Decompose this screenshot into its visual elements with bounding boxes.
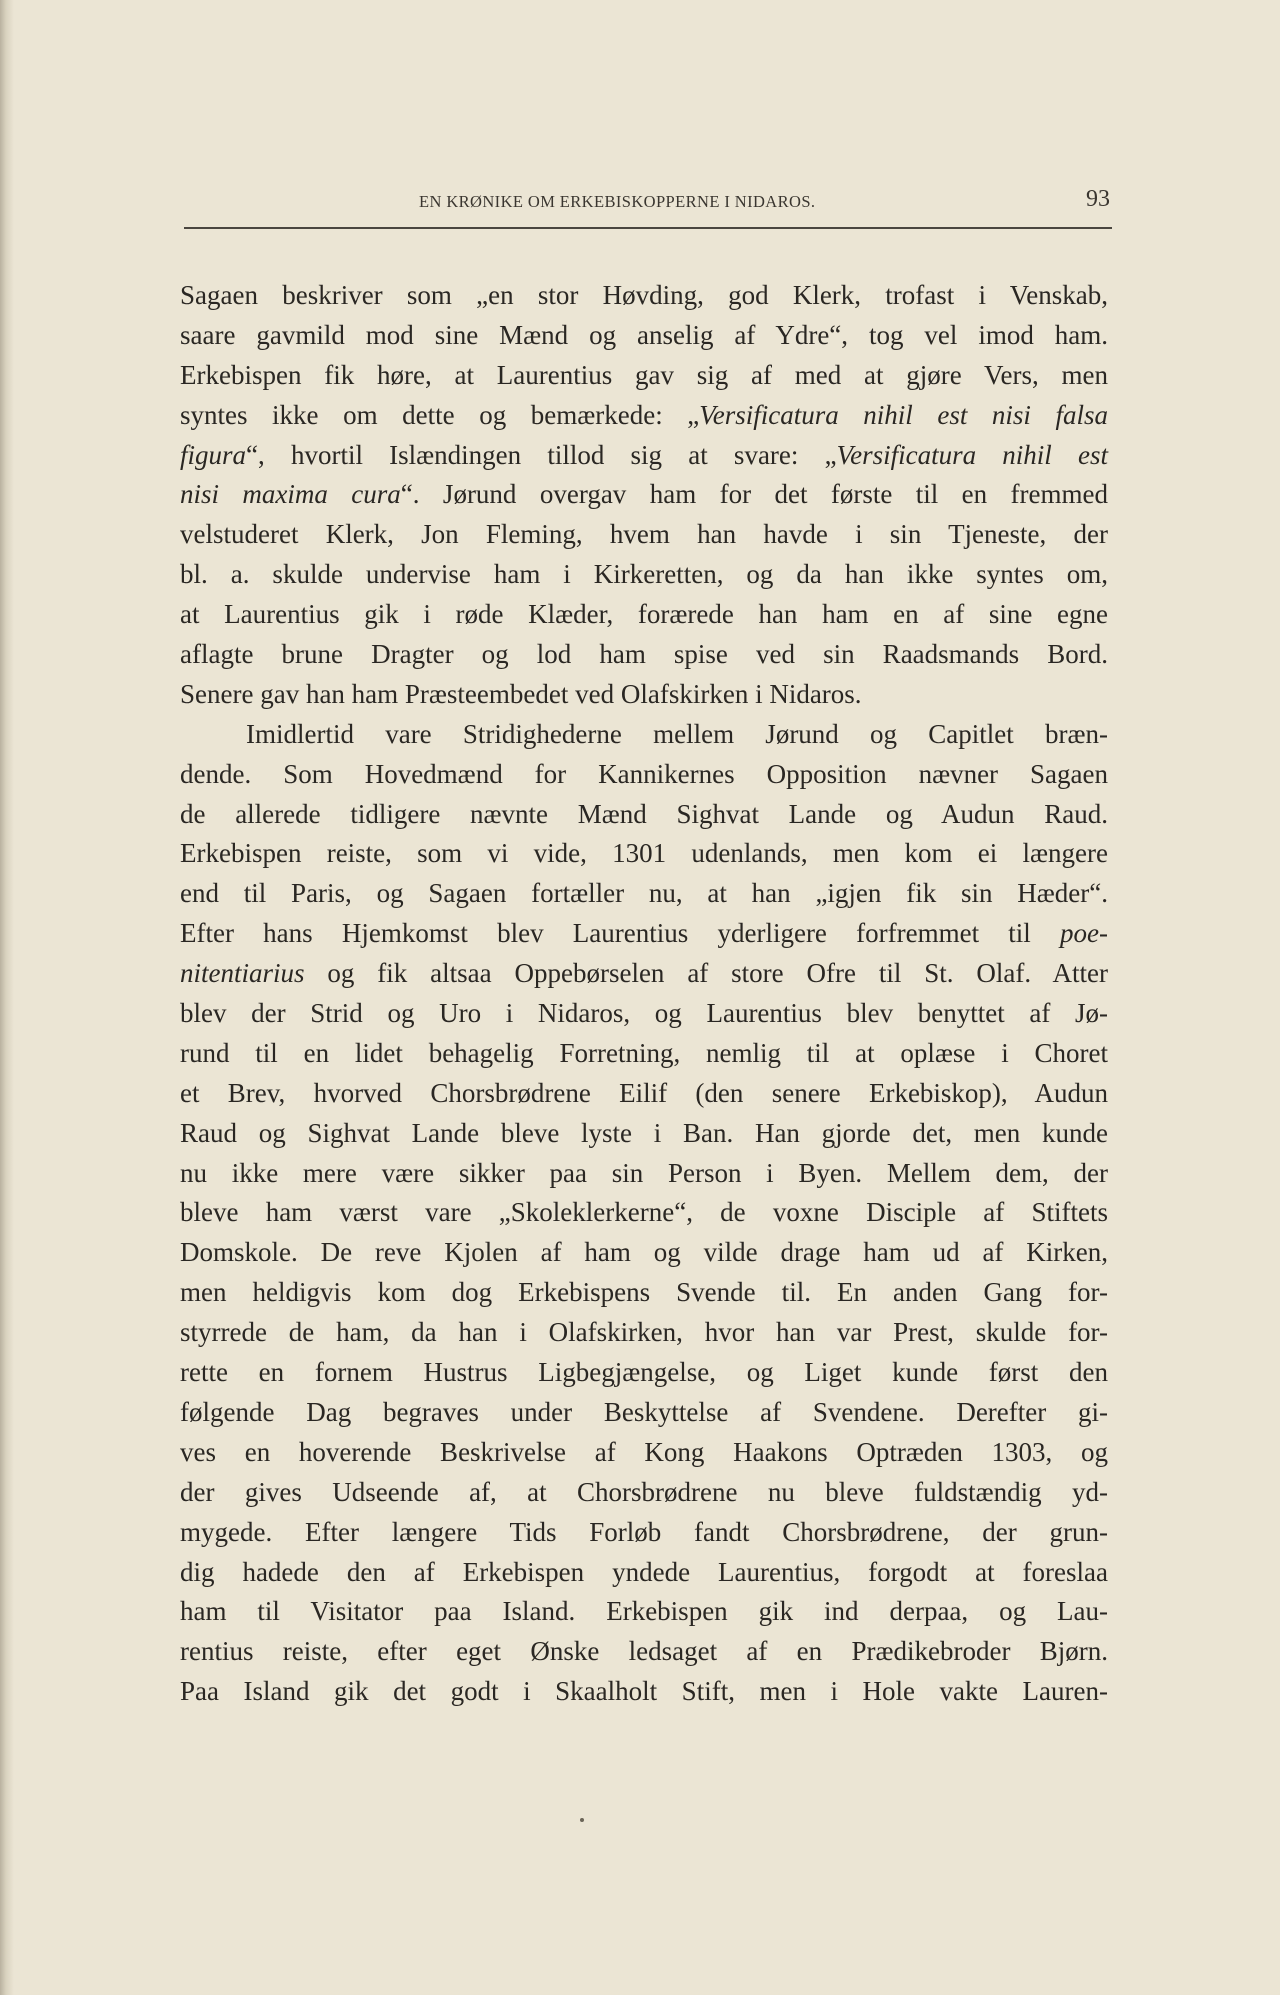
text-line: følgende Dag begraves under Beskyttelse af Svendene. Derefter gi-	[180, 1396, 1108, 1427]
text-line: Raud og Sighvat Lande bleve lyste i Ban. Han gjorde det, men kunde	[180, 1117, 1108, 1148]
text-line: Paa Island gik det godt i Skaalholt Stift, men i Hole vakte Lauren-	[180, 1676, 1108, 1707]
latin-quote: Versificatura nihil est	[836, 439, 1108, 470]
text-line: der gives Udseende af, at Chorsbrødrene nu bleve fuldstændig yd-	[180, 1476, 1108, 1507]
text-line: bleve ham værst vare „Skoleklerkerne“, de voxne Disciple af Stiftets	[180, 1197, 1108, 1228]
text-line: end til Paris, og Sagaen fortæller nu, at han „igjen fik sin Hæder“.	[180, 878, 1108, 909]
text-line: rund til en lidet behagelig Forretning, nemlig til at oplæse i Choret	[180, 1037, 1108, 1068]
running-head: EN KRØNIKE OM ERKEBISKOPPERNE I NIDAROS.	[419, 192, 816, 211]
latin-quote: figura	[180, 439, 247, 470]
text-line: figura“, hvortil Islændingen tillod sig at svare: „Versificatura nihil est	[180, 439, 1108, 470]
text-line: syntes ikke om dette og bemærkede: „Versificatura nihil est nisi falsa	[180, 399, 1108, 430]
text-line: Domskole. De reve Kjolen af ham og vilde drage ham ud af Kirken,	[180, 1237, 1108, 1268]
text-line: Sagaen beskriver som „en stor Høvding, god Klerk, trofast i Venskab,	[180, 280, 1108, 310]
text-line: Erkebispen fik høre, at Laurentius gav sig af med at gjøre Vers, men	[180, 359, 1108, 390]
binding-edge	[0, 0, 14, 1995]
paragraph-start-line: Imidlertid vare Stridighederne mellem Jørund og Capitlet bræn-	[246, 718, 1108, 749]
text-line: nisi maxima cura“. Jørund overgav ham for det første til en fremmed	[180, 479, 1109, 510]
text-line: bl. a. skulde undervise ham i Kirkeretten, og da han ikke syntes om,	[180, 559, 1108, 590]
text-line: saare gavmild mod sine Mænd og anselig af Ydre“, tog vel imod ham.	[180, 319, 1108, 350]
text-line: nitentiarius og fik altsaa Oppebørselen af store Ofre til St. Olaf. Atter	[180, 958, 1108, 989]
text-line: at Laurentius gik i røde Klæder, forærede han ham en af sine egne	[180, 599, 1108, 630]
latin-quote: nisi maxima cura	[180, 479, 401, 510]
text-line: dig hadede den af Erkebispen yndede Laurentius, forgodt at foreslaa	[180, 1556, 1108, 1587]
page-header	[184, 186, 1112, 230]
paper-speck	[580, 1818, 584, 1822]
text-line: Senere gav han ham Præsteembedet ved Olafskirken i Nidaros.	[180, 678, 862, 709]
text-line: blev der Strid og Uro i Nidaros, og Laurentius blev benyttet af Jø-	[180, 998, 1108, 1029]
latin-term: nitentiarius	[180, 958, 305, 989]
text-line: men heldigvis kom dog Erkebispens Svende til. En anden Gang for-	[180, 1277, 1108, 1308]
latin-term: poe-	[1060, 918, 1108, 949]
text-line: de allerede tidligere nævnte Mænd Sighvat Lande og Audun Raud.	[180, 798, 1108, 829]
latin-quote: Versificatura nihil est nisi falsa	[699, 399, 1108, 430]
body-text	[180, 276, 1108, 1712]
text-line: rentius reiste, efter eget Ønske ledsaget af en Prædikebroder Bjørn.	[180, 1636, 1108, 1667]
text-line: ham til Visitator paa Island. Erkebispen gik ind derpaa, og Lau-	[180, 1596, 1108, 1627]
page-number: 93	[1086, 186, 1110, 212]
text-line: aflagte brune Dragter og lod ham spise ved sin Raadsmands Bord.	[180, 639, 1108, 670]
text-line: styrrede de ham, da han i Olafskirken, hvor han var Prest, skulde for-	[180, 1317, 1108, 1348]
text-line: nu ikke mere være sikker paa sin Person i Byen. Mellem dem, der	[180, 1157, 1108, 1188]
header-rule	[184, 227, 1112, 229]
text-line: et Brev, hvorved Chorsbrødrene Eilif (den senere Erkebiskop), Audun	[180, 1077, 1108, 1108]
text-line: dende. Som Hovedmænd for Kannikernes Opposition nævner Sagaen	[180, 758, 1108, 789]
text-line: rette en fornem Hustrus Ligbegjængelse, og Liget kunde først den	[180, 1357, 1108, 1388]
text-line: ves en hoverende Beskrivelse af Kong Haakons Optræden 1303, og	[180, 1436, 1108, 1467]
text-line: mygede. Efter længere Tids Forløb fandt Chorsbrødrene, der grun-	[180, 1516, 1108, 1547]
text-line: Efter hans Hjemkomst blev Laurentius yderligere forfremmet til poe-	[180, 918, 1108, 949]
text-line: velstuderet Klerk, Jon Fleming, hvem han havde i sin Tjeneste, der	[180, 519, 1108, 550]
text-line: Erkebispen reiste, som vi vide, 1301 udenlands, men kom ei længere	[180, 838, 1108, 869]
